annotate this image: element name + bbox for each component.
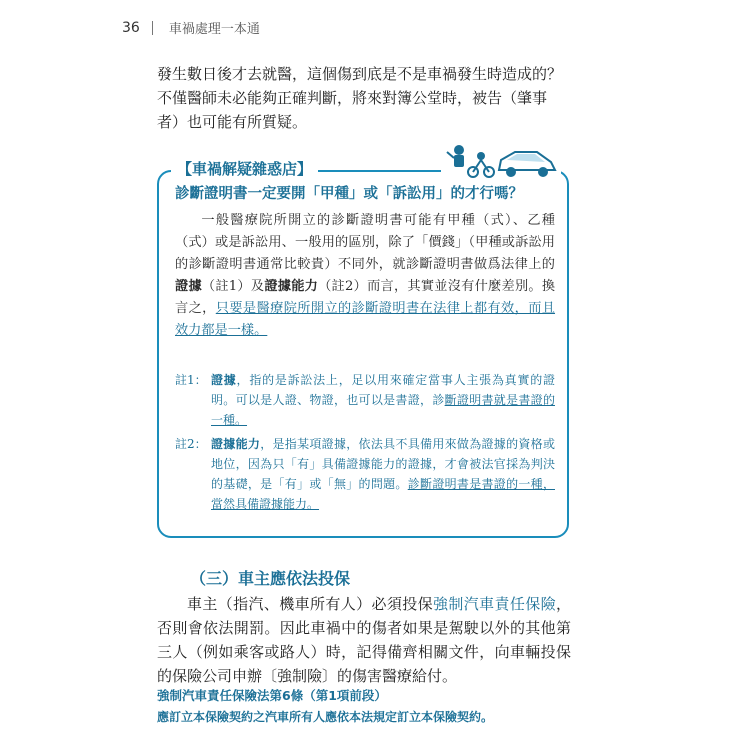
book-title: 車禍處理一本通 (168, 22, 260, 37)
qa-sidebar-box (157, 160, 569, 538)
law-citation-text: 應訂立本保險契約之汽車所有人應依本法規定訂立本保險契約。 (157, 710, 494, 724)
footnote-underlined: 斷證明書就是書證的一種。 (211, 393, 555, 427)
footnote-term: 證據 (211, 373, 237, 387)
footnote-2 (175, 434, 555, 514)
answer-text: 一般醫療院所開立的診斷證明書可能有甲種（式）、乙種（式）或是訴訟用、一般用的區別，除了「價錢」（甲種或訴訟用的診斷證明書通常比較貴）不同外，就診斷證明書做爲法律上的 (175, 213, 555, 272)
footnote-label: 註1： (175, 373, 207, 387)
section-paragraph (157, 592, 571, 688)
scooter-icon (468, 152, 494, 177)
law-citation-title: 強制汽車責任保險法第6條（第1項前段） (157, 688, 387, 703)
term-evidence-capacity: 證據能力 (264, 279, 319, 294)
footnote-label: 註2： (175, 437, 207, 451)
police-figure-icon (447, 145, 464, 167)
question-heading: 診斷證明書一定要開「甲種」或「訴訟用」的才行嗎？ (175, 186, 523, 202)
page-number: 36 (122, 19, 140, 36)
intro-paragraph (157, 62, 577, 134)
header-divider (152, 21, 153, 35)
box-title: 【車禍解疑雜惑店】 (177, 160, 313, 178)
footnote-underlined: 診斷證明書是書證的一種，當然具備證據能力。 (211, 477, 555, 511)
intro-line: 發生數日後才去就醫，這個傷到底是不是車禍發生時造成的？ (157, 65, 563, 83)
footnote-body: ，是指某項證據，依法具不具備用來做為證據的資格或地位，因為只「有」具備證據能力的證據，才會被法官採為判決的基礎，是「有」或「無」的問題。 (211, 437, 555, 491)
footnote-text (211, 434, 555, 514)
footnote-body: ，指的是訴訟法上，足以用來確定當事人主張為真實的證明。可以是人證、物證，也可以是書證，診 (211, 373, 555, 407)
footnotes (175, 370, 555, 518)
footnote-term: 證據能力 (211, 437, 261, 451)
title-divider (319, 170, 449, 172)
section-heading: （三）車主應依法投保 (190, 569, 351, 588)
footnote-1 (175, 370, 555, 430)
page-header (122, 18, 260, 37)
section-text: 車主（指汽、機車所有人）必須投保 (187, 595, 433, 613)
answer-text: （註1）及 (201, 279, 265, 294)
answer-paragraph (175, 210, 555, 342)
answer-underlined: 只要是醫療院所開立的診斷證明書在法律上都有效，而且效力都是一樣。 (175, 301, 556, 338)
section-text: ，否則會依法開罰。因此車禍中的傷者如果是駕駛以外的其他第三人（例如乘客或路人）時，記得備齊相關文件，向車輛投保的保險公司申辦〔強制險〕的傷害醫療給付。 (157, 595, 571, 685)
intro-line: 者）也可能有所質疑。 (157, 113, 308, 131)
box-title-wrap (171, 158, 318, 179)
insurance-term: 強制汽車責任保險 (432, 595, 556, 613)
car-icon (499, 152, 555, 177)
footnote-text (211, 370, 555, 430)
answer-text: （註2）而言，其實並沒有什麼差別。換言之， (175, 279, 556, 316)
term-evidence: 證據 (175, 279, 202, 294)
car-accident-illustration (441, 138, 561, 182)
intro-line: 不僅醫師未必能夠正確判斷，將來對簿公堂時，被告（肇事 (157, 89, 548, 107)
